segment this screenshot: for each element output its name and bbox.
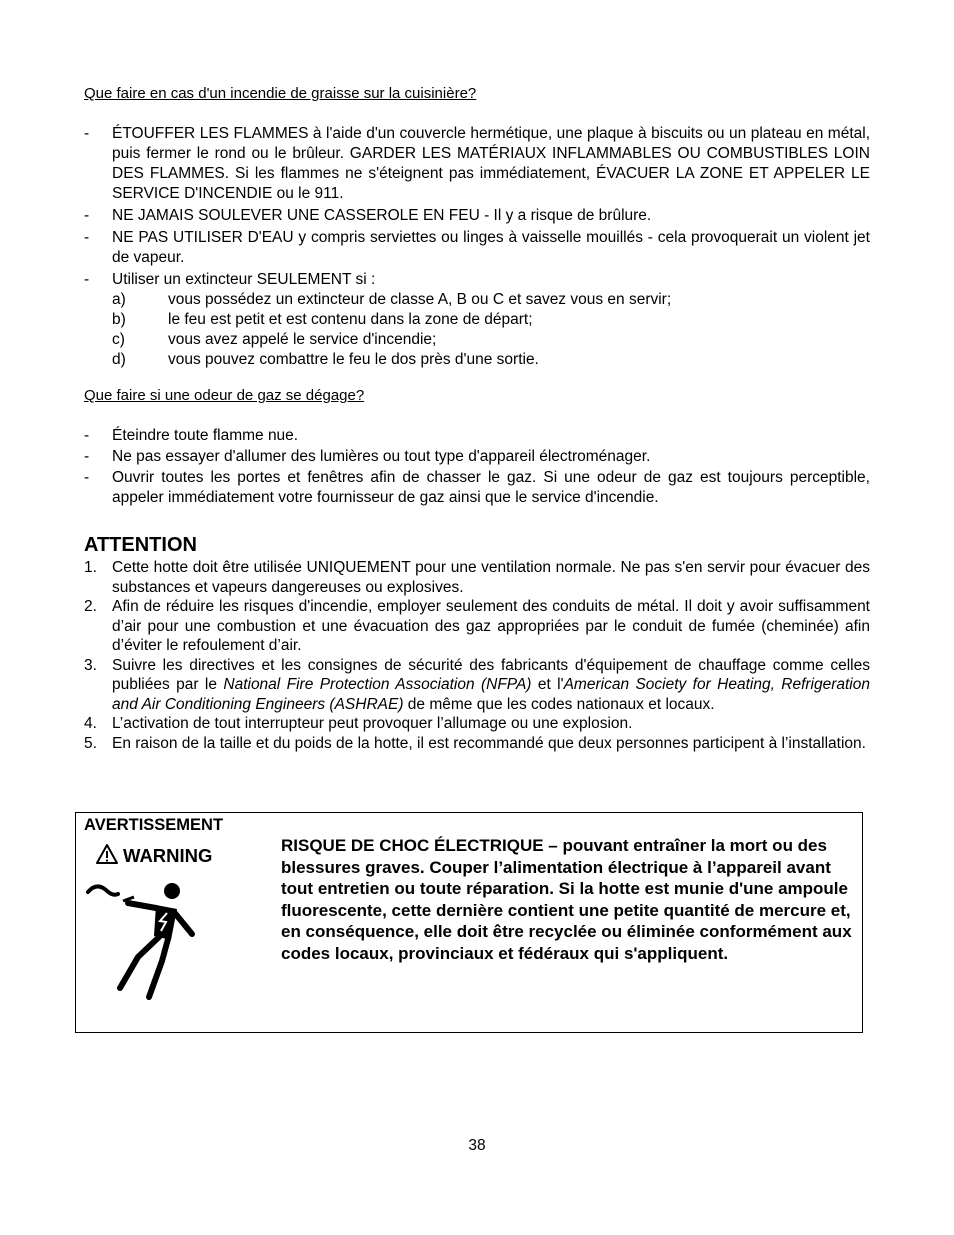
warning-badge-text: WARNING — [123, 845, 213, 866]
list-item: a) vous possédez un extincteur de classe A, B ou C et savez vous en servir; — [112, 291, 672, 308]
bullet-dash: - — [84, 448, 90, 465]
list-item: c) vous avez appelé le service d'incendie; — [112, 331, 437, 348]
bullet-dash: - — [84, 469, 90, 486]
warning-badge — [96, 843, 236, 873]
list-item: - Utiliser un extincteur SEULEMENT si : a) vous possédez un extincteur de classe A, B ou C et savez vous en servir; b) le feu est petit et est contenu dans la zone de départ; c) vous avez appelé le service d'incendie; d) vous pouvez combattre le feu le dos près d'une sortie. — [84, 270, 870, 370]
bullet-dash: - — [84, 271, 90, 288]
warning-triangle-icon — [96, 843, 236, 867]
list-item: 5. En raison de la taille et du poids de la hotte, il est recommandé que deux personnes participent à l’installation. — [84, 734, 866, 752]
list-item: 3. Suivre les directives et les consignes de sécurité des fabricants d'équipement de chauffage comme celles publiées par le National Fire Protection Association (NFPA) et l'American Society for Heating, Refrigeration and Air Conditioning Engineers (ASHRAE) de même que les codes nationaux et locaux. — [84, 656, 870, 713]
list-item: - ÉTOUFFER LES FLAMMES à l'aide d'un couvercle hermétique, une plaque à biscuits ou un plateau en métal, puis fermer le rond ou le brûleur. GARDER LES MATÉRIAUX INFLAMMABLES OU COMBUSTIBLES LOIN DES FLAMMES. Si les flammes ne s'éteignent pas immédiatement, ÉVACUER LA ZONE ET APPELER LE SERVICE D'INCENDIE ou le 911. — [84, 125, 870, 202]
electric-shock-hazard-icon — [84, 873, 214, 1009]
list-item: 4. L’activation de tout interrupteur peut provoquer l’allumage ou une explosion. — [84, 715, 633, 732]
nfpa-reference: National Fire Protection Association (NFPA) — [223, 676, 532, 693]
bullet-dash: - — [84, 207, 90, 224]
list-item: - NE PAS UTILISER D'EAU y compris serviettes ou linges à vaisselle mouillés - cela provoquerait un violent jet de vapeur. — [84, 229, 870, 266]
bullet-dash: - — [84, 427, 90, 444]
list-item: d) vous pouvez combattre le feu le dos près d'une sortie. — [112, 351, 539, 368]
grease-fire-list — [84, 124, 870, 370]
attention-list — [84, 558, 870, 753]
warning-label: AVERTISSEMENT — [84, 816, 224, 834]
list-item: - Ouvrir toutes les portes et fenêtres afin de chasser le gaz. Si une odeur de gaz est toujours perceptible, appeler immédiatement votre fournisseur de gaz ainsi que le service d'incendie. — [84, 469, 870, 506]
gas-odor-list — [84, 426, 870, 508]
bullet-dash: - — [84, 125, 90, 142]
grease-fire-heading: Que faire en cas d'un incendie de graisse sur la cuisinière? — [84, 85, 477, 102]
list-item: - Ne pas essayer d'allumer des lumières ou tout type d'appareil électroménager. — [84, 448, 651, 465]
gas-odor-heading: Que faire si une odeur de gaz se dégage? — [84, 387, 365, 404]
bullet-dash: - — [84, 229, 90, 246]
warning-text: RISQUE DE CHOC ÉLECTRIQUE – pouvant entraîner la mort ou des blessures graves. Couper l’alimentation électrique à l’appareil avant tout entretien ou toute réparation. Si la hotte est munie d'une ampoule fluorescente, cette dernière contient une petite quantité de mercure et, en conséquence, elle doit être recyclée ou éliminée conformément aux codes locaux, provinciaux et fédéraux qui s'appliquent. — [281, 836, 852, 963]
warning-box — [75, 812, 863, 1033]
list-item: 1. Cette hotte doit être utilisée UNIQUEMENT pour une ventilation normale. Ne pas s'en servir pour évacuer des substances et vapeurs dangereuses ou explosives. — [84, 559, 870, 596]
page-number: 38 — [468, 1137, 486, 1154]
ashrae-reference: American Society for Heating, Refrigeration and Air Conditioning Engineers (ASHRAE) — [112, 676, 870, 713]
list-item: b) le feu est petit et est contenu dans la zone de départ; — [112, 311, 533, 328]
extinguisher-conditions — [112, 290, 870, 370]
list-item: - NE JAMAIS SOULEVER UNE CASSEROLE EN FEU - Il y a risque de brûlure. — [84, 207, 652, 224]
attention-title: ATTENTION — [84, 534, 197, 556]
list-item: - Éteindre toute flamme nue. — [84, 427, 299, 444]
list-item: 2. Afin de réduire les risques d'incendie, employer seulement des conduits de métal. Il doit y avoir suffisamment d’air pour une combustion et une évacuation des gaz appropriées par le conduit de fumée (cheminée) afin d’éviter le refoulement d’air. — [84, 598, 870, 654]
